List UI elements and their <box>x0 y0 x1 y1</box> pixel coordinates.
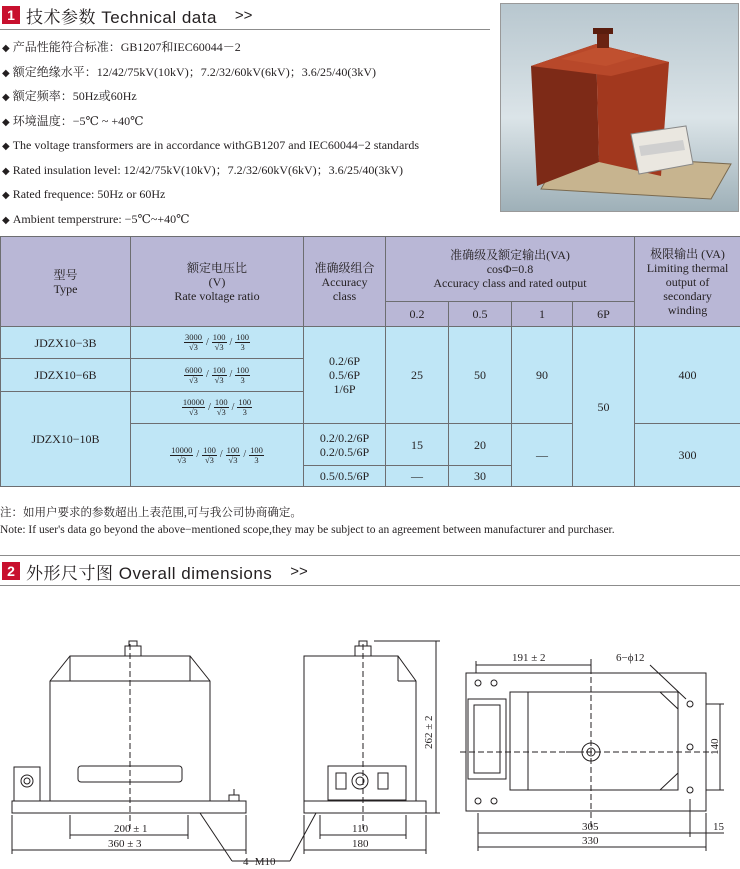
note-english: Note: If user's data go beyond the above−mentioned scope,they may be subject to an agreement between manufacturer and purchaser. <box>0 524 615 536</box>
header-rated-output: 准确级及额定输出(VA) cosΦ=0.8 Accuracy class and rated output <box>386 237 635 302</box>
bullet-item: ◆ 额定绝缘水平：12/42/75kV(10kV)；7.2/32/60kV(6kV)；3.6/25/40(3kV) <box>2 64 377 79</box>
dim-360: 360 ± 3 <box>108 838 142 850</box>
diamond-icon: ◆ <box>2 214 10 226</box>
dimension-drawing <box>0 589 740 869</box>
limit-cell: 300 <box>635 424 740 487</box>
bullet-item: ◆ Rated insulation level: 12/42/75kV(10kV)；7.2/32/60kV(6kV)；3.6/25/40(3kV) <box>2 162 403 177</box>
bullet-item: ◆ The voltage transformers are in accordance withGB1207 and IEC60044−2 standards <box>2 138 420 152</box>
section-title: 外形尺寸图 Overall dimensions <box>26 563 273 583</box>
spec-bullet-list <box>2 40 472 236</box>
section-divider <box>0 29 490 30</box>
value-cell: — <box>512 424 573 487</box>
section-arrows: >> <box>234 6 253 24</box>
class-header: 6P <box>573 302 635 327</box>
value-cell: 90 <box>512 327 573 424</box>
bullet-item: ◆ Ambient temperstrure: −5℃~+40℃ <box>2 211 190 226</box>
section-number: 2 <box>2 562 20 580</box>
header-accuracy: 准确级组合 Accuracy class <box>304 237 386 327</box>
dim-140: 140 <box>709 738 721 755</box>
value-cell: 30 <box>449 466 512 487</box>
header-type: 型号 Type <box>1 237 131 327</box>
section-divider <box>0 585 740 586</box>
ratio-cell: $\frac{10000}{√3}$ / $\frac{100}{√3}$ / $\frac{100}{3}$ <box>131 392 304 424</box>
value-cell: 50 <box>573 327 635 487</box>
side-terminal-block <box>328 766 406 800</box>
type-cell: JDZX10−6B <box>1 359 131 392</box>
type-cell: JDZX10−10B <box>1 392 131 487</box>
dim-110: 110 <box>352 823 369 835</box>
value-cell: 50 <box>449 327 512 424</box>
ratio-cell: $\frac{10000}{√3}$ / $\frac{100}{√3}$ / $\frac{100}{√3}$ / $\frac{100}{3}$ <box>131 424 304 487</box>
class-header: 0.2 <box>386 302 449 327</box>
bullet-item: ◆ 产品性能符合标准：GB1207和IEC60044－2 <box>2 40 241 54</box>
bullet-item: ◆ 额定频率：50Hz或60Hz <box>2 89 137 103</box>
spec-table <box>0 236 740 487</box>
value-cell: 20 <box>449 424 512 466</box>
diamond-icon: ◆ <box>2 92 10 103</box>
diamond-icon: ◆ <box>2 141 10 152</box>
diamond-icon: ◆ <box>2 190 10 201</box>
section-technical-data-header <box>0 4 252 26</box>
bullet-item: ◆ Rated frequence: 50Hz or 60Hz <box>2 187 166 201</box>
section-arrows: >> <box>290 562 308 580</box>
product-photo <box>500 3 739 212</box>
side-body <box>304 656 416 801</box>
dim-holes: 6−ϕ12 <box>616 652 645 664</box>
header-limiting: 极限输出 (VA) Limiting thermal output of secondary winding <box>635 237 740 327</box>
front-base-plate <box>12 801 246 813</box>
dim-200: 200 ± 1 <box>114 823 148 835</box>
dim-bolt: 4−M10 <box>243 856 276 868</box>
accuracy-cell: 0.2/0.2/6P 0.2/0.5/6P <box>304 424 386 466</box>
diamond-icon: ◆ <box>2 116 10 128</box>
transformer-illustration <box>501 4 738 211</box>
side-base-plate <box>304 801 426 813</box>
value-cell: 25 <box>386 327 449 424</box>
dim-330: 330 <box>582 835 599 847</box>
section-title: 技术参数 Technical data <box>26 7 217 27</box>
class-header: 0.5 <box>449 302 512 327</box>
dim-262: 262 ± 2 <box>423 715 435 749</box>
section-overall-dimensions-header <box>0 560 308 582</box>
diamond-icon: ◆ <box>2 67 10 79</box>
value-cell: — <box>386 466 449 487</box>
section-number: 1 <box>2 6 20 24</box>
dim-180: 180 <box>352 838 369 850</box>
header-ratio: 额定电压比 (V) Rate voltage ratio <box>131 237 304 327</box>
class-header: 1 <box>512 302 573 327</box>
dim-191: 191 ± 2 <box>512 652 546 664</box>
note-chinese: 注：如用户要求的参数超出上表范围,可与我公司协商确定。 <box>0 507 302 519</box>
dim-305: 305 <box>582 821 599 833</box>
bullet-item: ◆ 环境温度：−5℃ ~ +40℃ <box>2 113 144 128</box>
diamond-icon: ◆ <box>2 165 10 177</box>
dim-15: 15 <box>713 821 724 833</box>
value-cell: 15 <box>386 424 449 466</box>
type-cell: JDZX10−3B <box>1 327 131 359</box>
limit-cell: 400 <box>635 327 740 424</box>
ratio-cell: $\frac{3000}{√3}$ / $\frac{100}{√3}$ / $\frac{100}{3}$ <box>131 327 304 359</box>
accuracy-cell: 0.5/0.5/6P <box>304 466 386 487</box>
ratio-cell: $\frac{6000}{√3}$ / $\frac{100}{√3}$ / $\frac{100}{3}$ <box>131 359 304 392</box>
diamond-icon: ◆ <box>2 43 10 54</box>
section-divider <box>0 555 740 556</box>
accuracy-cell: 0.2/6P 0.5/6P 1/6P <box>304 327 386 424</box>
